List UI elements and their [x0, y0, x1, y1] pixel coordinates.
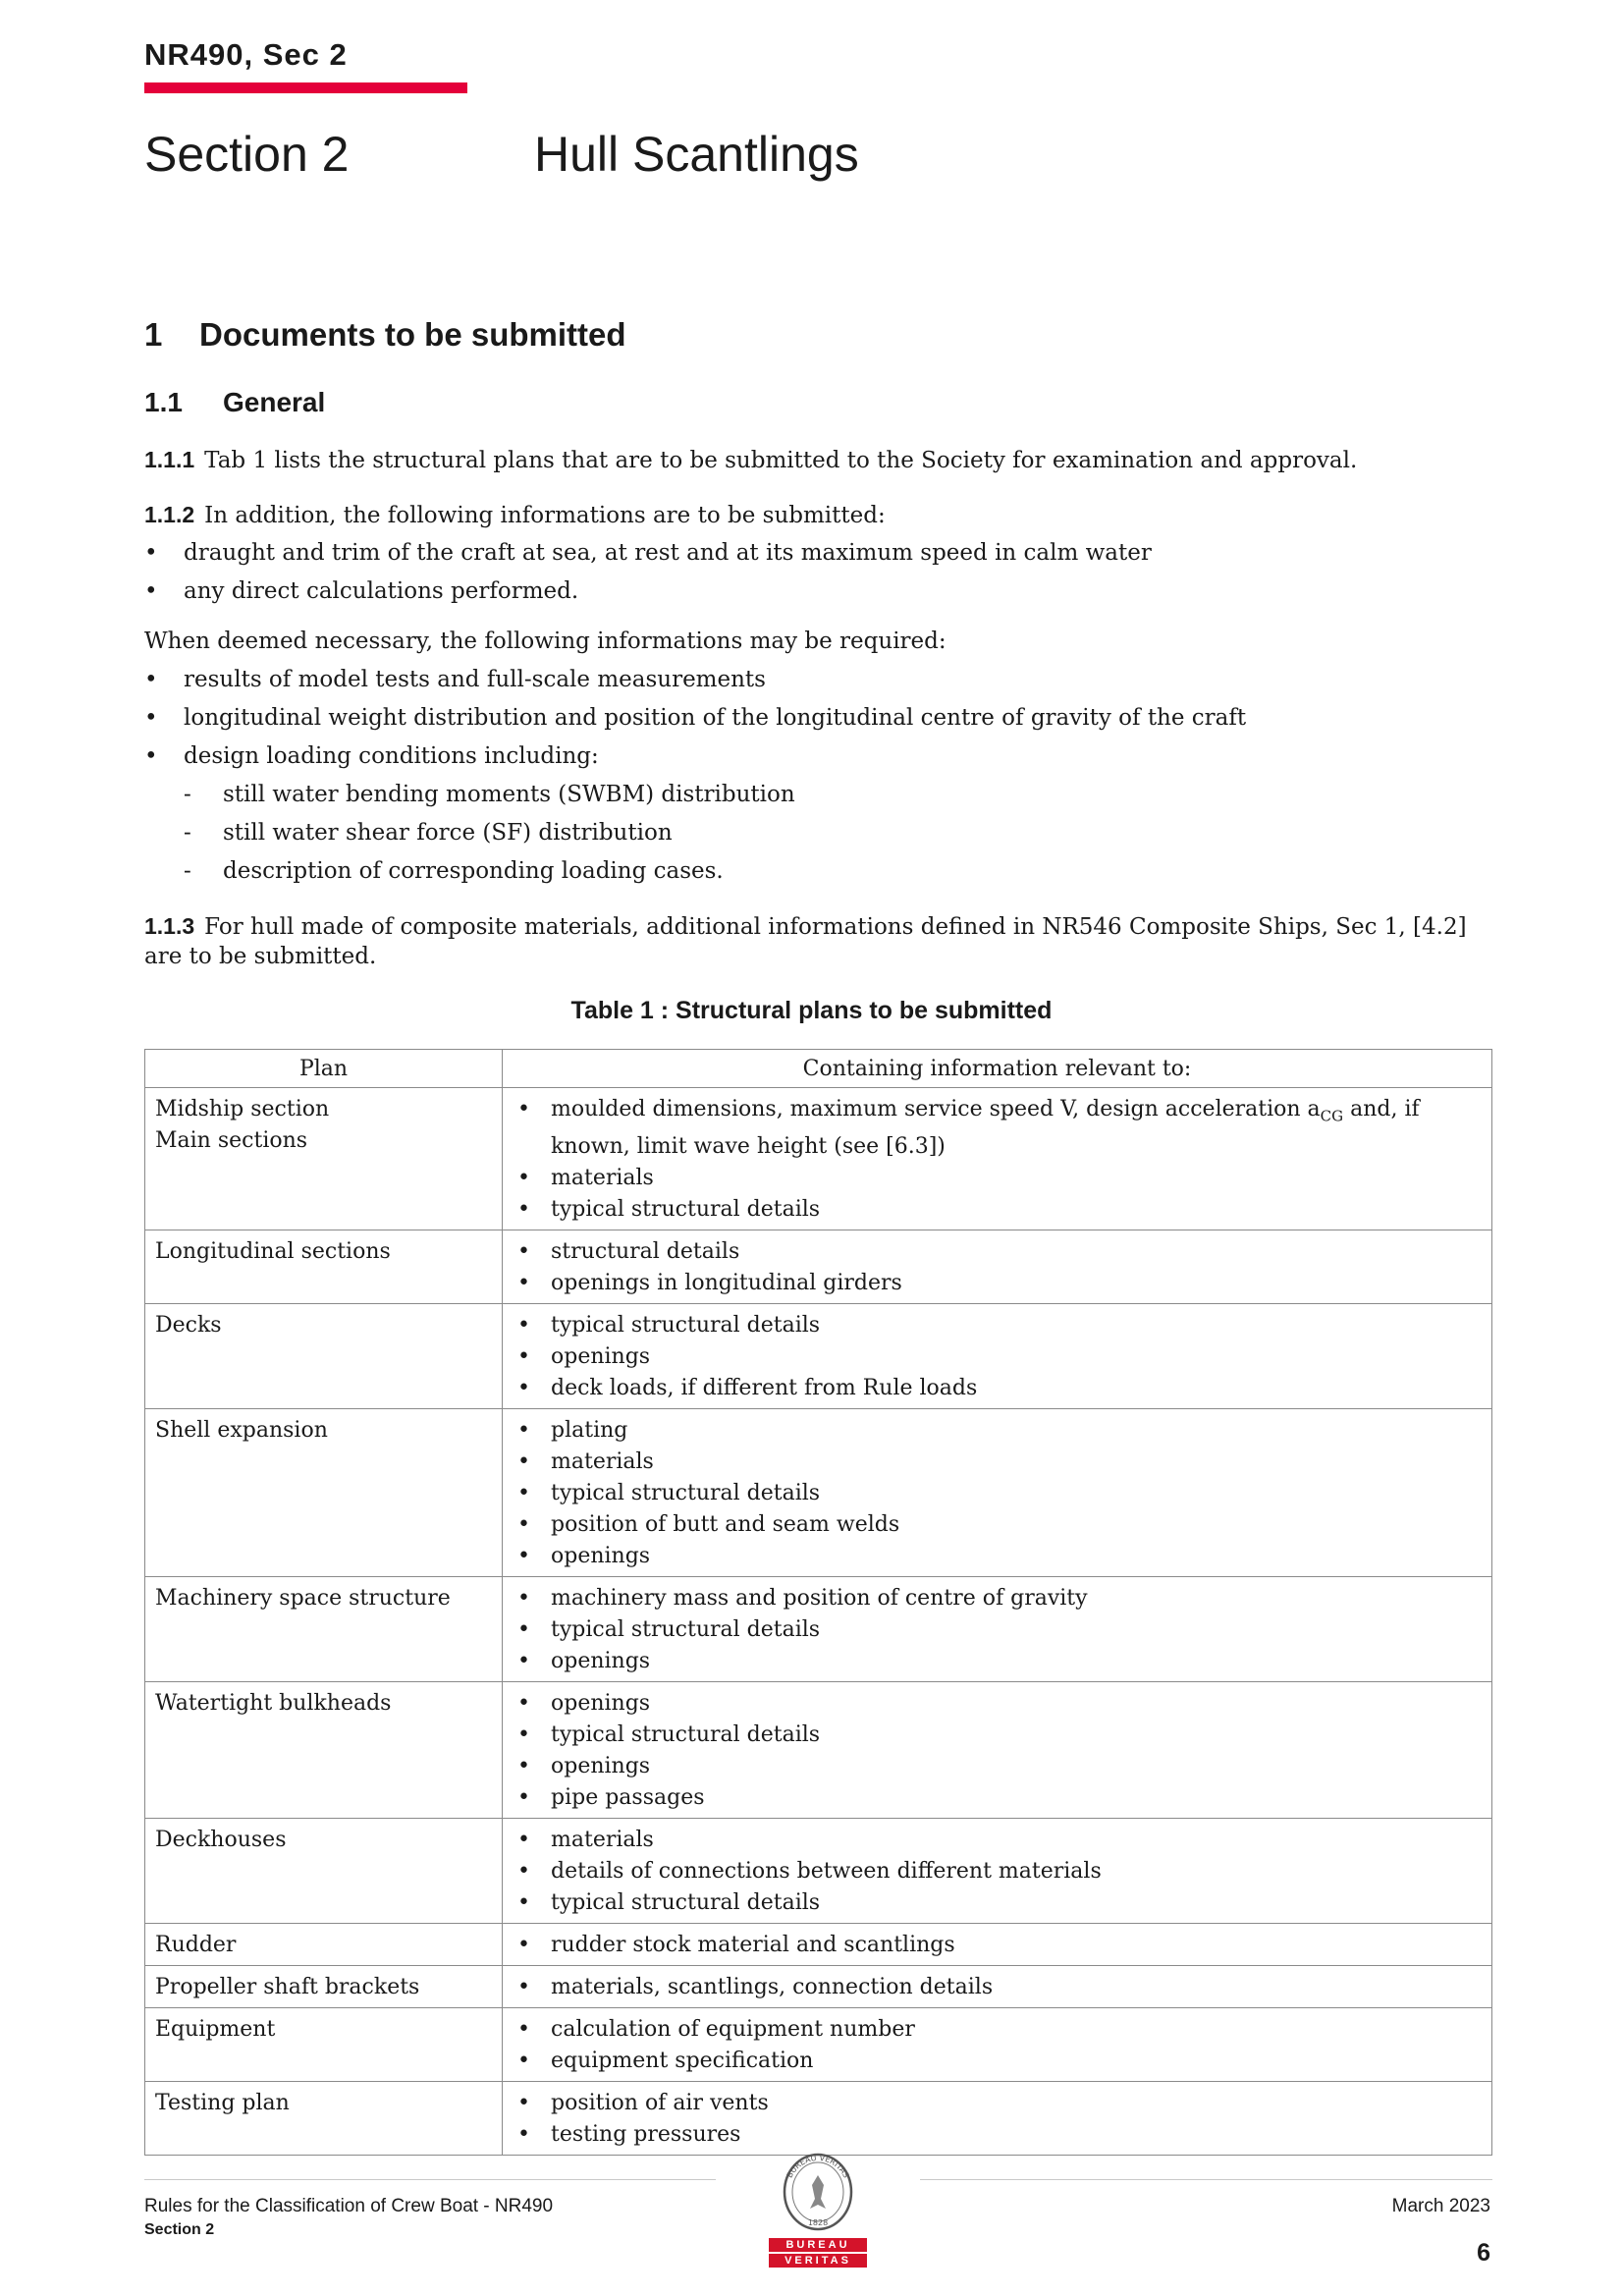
heading-1-text: Documents to be submitted	[199, 316, 626, 353]
table-header-row	[145, 1050, 1492, 1088]
info-cell	[503, 1577, 1492, 1682]
section-label: Section 2	[144, 127, 350, 182]
info-item: • openings	[513, 1751, 1482, 1782]
info-item: • typical structural details	[513, 1720, 1482, 1751]
heading-1-1	[144, 387, 325, 418]
info-cell	[503, 1230, 1492, 1304]
info-item: • rudder stock material and scantlings	[513, 1930, 1482, 1961]
svg-text:BUREAU VERITAS: BUREAU VERITAS	[784, 2153, 851, 2180]
table-row	[145, 1304, 1492, 1409]
info-item: • moulded dimensions, maximum service speed V, design acceleration $a_{CG}$ and, if known, limit wave height (see [6.3])	[513, 1094, 1482, 1163]
info-cell	[503, 1966, 1492, 2008]
footer-section: Section 2	[144, 2221, 215, 2238]
sub-list-item: - still water bending moments (SWBM) distribution	[184, 782, 795, 807]
info-item: • typical structural details	[513, 1614, 1482, 1646]
table-row	[145, 1230, 1492, 1304]
table-row	[145, 1819, 1492, 1924]
info-item: • openings in longitudinal girders	[513, 1268, 1482, 1299]
paragraph-1-1-1	[144, 445, 1357, 475]
paragraph-number: 1.1.1	[144, 447, 195, 472]
info-item: • typical structural details	[513, 1310, 1482, 1341]
bureau-veritas-logo	[769, 2148, 867, 2271]
header-accent-bar	[144, 82, 467, 93]
plan-cell: Rudder	[145, 1924, 503, 1966]
plan-cell: Longitudinal sections	[145, 1230, 503, 1304]
paragraph-number: 1.1.2	[144, 502, 195, 527]
info-item: • pipe passages	[513, 1782, 1482, 1814]
info-item: • calculation of equipment number	[513, 2014, 1482, 2046]
table-row	[145, 1409, 1492, 1577]
sub-list-item: - description of corresponding loading cases.	[184, 858, 724, 884]
running-header: NR490, Sec 2	[144, 37, 348, 72]
column-header-plan: Plan	[145, 1050, 503, 1088]
table-row	[145, 1577, 1492, 1682]
sub-list-item: - still water shear force (SF) distribution	[184, 820, 673, 846]
footer-date: March 2023	[1391, 2196, 1490, 2216]
heading-1-1-number: 1.1	[144, 387, 183, 417]
info-item: • typical structural details	[513, 1194, 1482, 1226]
structural-plans-table	[144, 1049, 1492, 2156]
heading-1-1-text: General	[223, 387, 326, 417]
plan-cell: Deckhouses	[145, 1819, 503, 1924]
info-cell	[503, 1304, 1492, 1409]
table-caption: Table 1 : Structural plans to be submitted	[570, 997, 1053, 1024]
plan-cell: Shell expansion	[145, 1409, 503, 1577]
info-item: • structural details	[513, 1236, 1482, 1268]
table-row	[145, 1966, 1492, 2008]
section-title: Hull Scantlings	[534, 127, 859, 182]
table-row	[145, 2082, 1492, 2156]
info-item: • typical structural details	[513, 1478, 1482, 1509]
info-item: • typical structural details	[513, 1887, 1482, 1919]
heading-1	[144, 316, 626, 354]
seal-icon	[769, 2148, 867, 2236]
info-cell	[503, 1088, 1492, 1230]
footer-rule-left	[144, 2179, 716, 2180]
footer-document-info	[144, 2196, 553, 2239]
info-item: • deck loads, if different from Rule loads	[513, 1373, 1482, 1404]
paragraph-text: Tab 1 lists the structural plans that are to be submitted to the Society for examination and approval.	[204, 448, 1358, 473]
paragraph-text: In addition, the following informations are to be submitted:	[204, 503, 886, 528]
info-item: • materials	[513, 1447, 1482, 1478]
paragraph-1-1-2	[144, 500, 886, 530]
info-item: • plating	[513, 1415, 1482, 1447]
info-item: • materials	[513, 1825, 1482, 1856]
footer-rule-right	[920, 2179, 1492, 2180]
info-cell	[503, 2082, 1492, 2156]
info-item: • testing pressures	[513, 2119, 1482, 2151]
paragraph-text: For hull made of composite materials, additional informations defined in NR546 Composite Ships, Sec 1, [4.2] are to be submitted.	[144, 914, 1467, 969]
heading-1-number: 1	[144, 316, 163, 353]
plan-cell: Propeller shaft brackets	[145, 1966, 503, 2008]
info-cell	[503, 1924, 1492, 1966]
info-item: • machinery mass and position of centre of gravity	[513, 1583, 1482, 1614]
paragraph-deemed: When deemed necessary, the following informations may be required:	[144, 629, 947, 654]
info-item: • openings	[513, 1541, 1482, 1572]
footer-doc-title: Rules for the Classification of Crew Boat - NR490	[144, 2196, 554, 2216]
info-cell	[503, 1682, 1492, 1819]
plan-cell: Midship section Main sections	[145, 1088, 503, 1230]
plan-cell: Decks	[145, 1304, 503, 1409]
info-cell	[503, 1819, 1492, 1924]
table-row	[145, 1088, 1492, 1230]
svg-text:1828: 1828	[807, 2218, 829, 2227]
plan-cell: Equipment	[145, 2008, 503, 2082]
info-item: • openings	[513, 1646, 1482, 1677]
table-row	[145, 1682, 1492, 1819]
column-header-info: Containing information relevant to:	[503, 1050, 1492, 1088]
logo-band-top: BUREAU	[769, 2238, 867, 2252]
plan-cell: Machinery space structure	[145, 1577, 503, 1682]
info-item: • equipment specification	[513, 2046, 1482, 2077]
logo-band-bottom: VERITAS	[769, 2254, 867, 2268]
info-cell	[503, 2008, 1492, 2082]
info-cell	[503, 1409, 1492, 1577]
plan-cell: Testing plan	[145, 2082, 503, 2156]
table-row	[145, 1924, 1492, 1966]
paragraph-1-1-3	[144, 911, 1499, 971]
info-item: • openings	[513, 1341, 1482, 1373]
plan-cell: Watertight bulkheads	[145, 1682, 503, 1819]
table-row	[145, 2008, 1492, 2082]
info-item: • position of air vents	[513, 2088, 1482, 2119]
info-item: • materials	[513, 1163, 1482, 1194]
page-number: 6	[1477, 2239, 1490, 2267]
info-item: • details of connections between different materials	[513, 1856, 1482, 1887]
info-item: • position of butt and seam welds	[513, 1509, 1482, 1541]
info-item: • materials, scantlings, connection details	[513, 1972, 1482, 2003]
paragraph-number: 1.1.3	[144, 913, 195, 939]
info-item: • openings	[513, 1688, 1482, 1720]
